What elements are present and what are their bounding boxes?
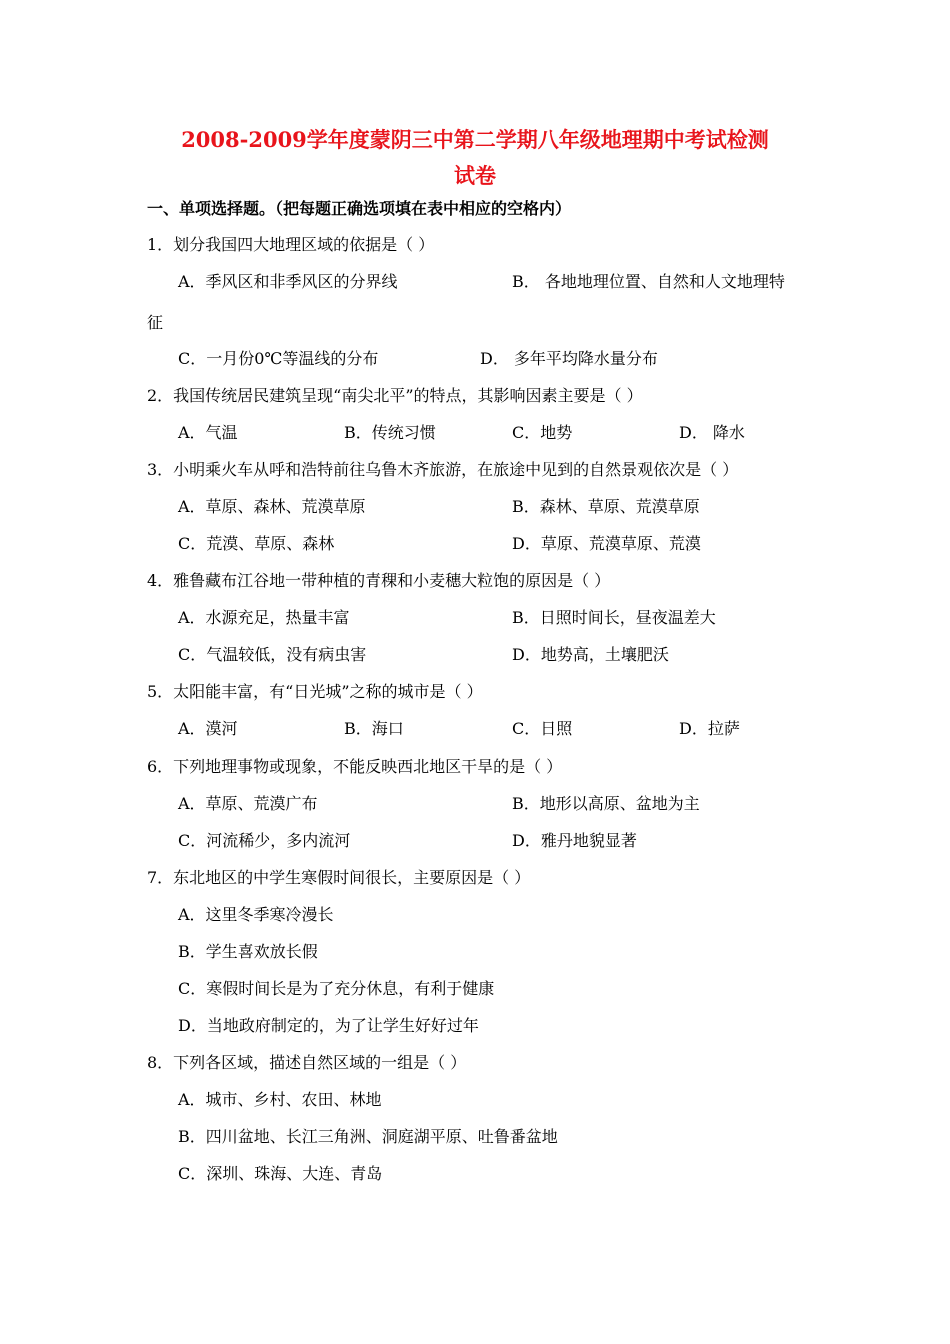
question-5-option-d: D．拉萨 [679,719,740,738]
question-4-stem: 4．雅鲁藏布江谷地一带种植的青稞和小麦穗大粒饱的原因是（ ） [147,571,611,590]
question-2-stem: 2．我国传统居民建筑呈现“南尖北平”的特点，其影响因素主要是（ ） [147,386,643,405]
question-5-option-b: B．海口 [344,719,404,738]
question-8-option-c: C．深圳、珠海、大连、青岛 [178,1164,383,1183]
question-5-option-c: C．日照 [512,719,573,738]
question-1-option-d: D． 多年平均降水量分布 [480,349,658,368]
question-7-option-c: C．寒假时间长是为了充分休息，有利于健康 [178,979,495,998]
question-6-option-b: B．地形以高原、盆地为主 [512,794,700,813]
question-1-option-c: C．一月份0℃等温线的分布 [178,349,379,368]
question-8-option-a: A．城市、乡村、农田、林地 [178,1090,382,1109]
section-heading: 一、单项选择题。（把每题正确选项填在表中相应的空格内） [147,199,572,218]
question-6-stem: 6．下列地理事物或现象，不能反映西北地区干旱的是（ ） [147,757,563,776]
question-2-option-c: C．地势 [512,423,573,442]
question-3-option-d: D．草原、荒漠草原、荒漠 [512,534,701,553]
question-7-option-a: A．这里冬季寒冷漫长 [178,905,334,924]
question-6-option-c: C．河流稀少，多内流河 [178,831,351,850]
question-1-option-b-continued: 征 [147,313,164,332]
question-2-option-a: A．气温 [178,423,238,442]
question-7-option-d: D．当地政府制定的，为了让学生好好过年 [178,1016,479,1035]
question-1-option-a: A．季风区和非季风区的分界线 [178,272,398,291]
question-4-option-b: B．日照时间长，昼夜温差大 [512,608,716,627]
question-6-option-d: D．雅丹地貌显著 [512,831,637,850]
question-1-option-b: B． 各地地理位置、自然和人文地理特 [512,272,785,291]
question-7-stem: 7．东北地区的中学生寒假时间很长，主要原因是（ ） [147,868,531,887]
question-3-stem: 3．小明乘火车从呼和浩特前往乌鲁木齐旅游，在旅途中见到的自然景观依次是（ ） [147,460,739,479]
question-2-option-b: B．传统习惯 [344,423,436,442]
exam-title-line2: 试卷 [454,163,496,188]
question-1-stem: 1．划分我国四大地理区域的依据是（ ） [147,235,435,254]
question-4-option-d: D．地势高，土壤肥沃 [512,645,669,664]
question-8-stem: 8．下列各区域，描述自然区域的一组是（ ） [147,1053,467,1072]
question-5-stem: 5．太阳能丰富，有“日光城”之称的城市是（ ） [147,682,483,701]
question-2-option-d: D． 降水 [679,423,745,442]
exam-title-line1: 2008-2009学年度蒙阴三中第二学期八年级地理期中考试检测 [181,127,769,152]
question-4-option-c: C．气温较低，没有病虫害 [178,645,367,664]
question-3-option-c: C．荒漠、草原、森林 [178,534,335,553]
question-5-option-a: A．漠河 [178,719,238,738]
question-8-option-b: B．四川盆地、长江三角洲、洞庭湖平原、吐鲁番盆地 [178,1127,558,1146]
question-3-option-b: B．森林、草原、荒漠草原 [512,497,700,516]
question-6-option-a: A．草原、荒漠广布 [178,794,318,813]
question-4-option-a: A．水源充足，热量丰富 [178,608,350,627]
question-7-option-b: B．学生喜欢放长假 [178,942,318,961]
question-3-option-a: A．草原、森林、荒漠草原 [178,497,366,516]
